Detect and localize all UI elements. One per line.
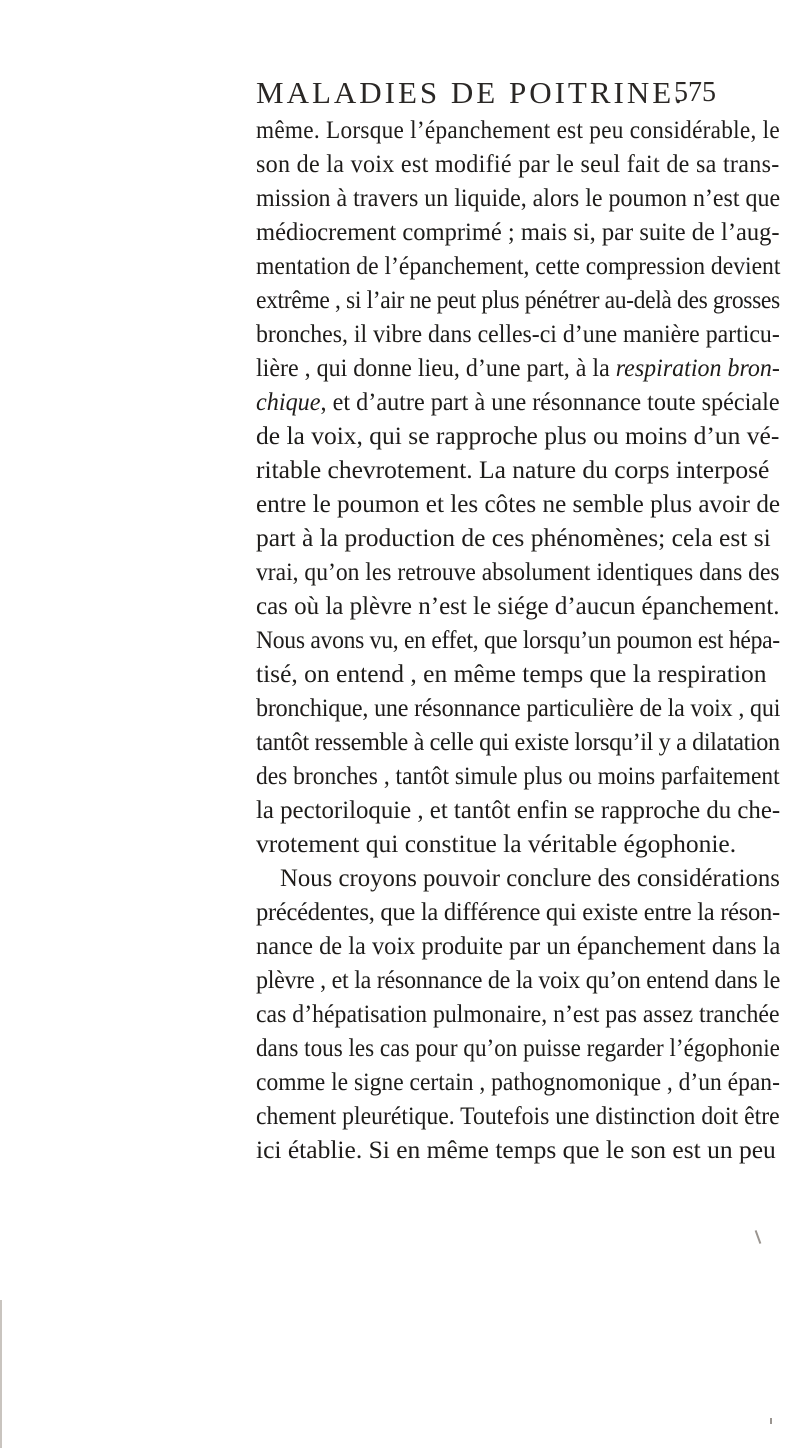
text-line: mentation de l’épanchement, cette compression devient <box>256 251 781 280</box>
text-line: ritable chevrotement. La nature du corps interposé <box>256 455 770 484</box>
text-line: cas d’hépatisation pulmonaire, n’est pas assez tranchée <box>256 999 780 1028</box>
text-line: chement pleurétique. Toutefois une distinction doit être <box>256 1101 780 1130</box>
text-line: vrotement qui constitue la véritable égophonie. <box>256 829 737 858</box>
page-number: 575 <box>674 77 716 108</box>
page-edge <box>0 1300 2 1448</box>
text-line: plèvre , et la résonnance de la voix qu’on entend dans le <box>256 965 781 994</box>
text-line <box>256 351 780 385</box>
text-line: dans tous les cas pour qu’on puisse regarder l’égophonie <box>256 1033 780 1062</box>
text-line: ici établie. Si en même temps que le son est un peu <box>256 1135 776 1164</box>
text-line: même. Lorsque l’épanchement est peu considérable, le <box>256 115 780 144</box>
text-line: la pectoriloquie , et tantôt enfin se rapproche du che- <box>256 795 781 824</box>
text-line: Nous avons vu, en effet, que lorsqu’un poumon est hépa- <box>256 625 780 654</box>
running-head <box>0 76 800 110</box>
paper-speck <box>755 1230 762 1244</box>
text-line: Nous croyons pouvoir conclure des considérations <box>280 863 780 892</box>
text-line: tantôt ressemble à celle qui existe lorsqu’il y a dilatation <box>256 727 780 756</box>
text-line <box>256 385 780 419</box>
text-line: vrai, qu’on les retrouve absolument identiques dans des <box>256 557 780 586</box>
text-line: bronchique, une résonnance particulière de la voix , qui <box>256 693 781 722</box>
text-line: comme le signe certain , pathognomonique , d’un épan- <box>256 1067 780 1096</box>
text-line: entre le poumon et les côtes ne semble plus avoir de <box>256 489 781 518</box>
text-line: tisé, on entend , en même temps que la respiration <box>256 659 767 688</box>
text-line-rest: , et d’autre part à une résonnance toute spéciale <box>320 387 780 416</box>
text-line: cas où la plèvre n’est le siége d’aucun épanchement. <box>256 591 780 620</box>
paper-speck <box>770 1418 772 1424</box>
text-line: son de la voix est modifié par le seul fait de sa trans- <box>256 149 780 178</box>
running-head-title: MALADIES DE POITRINE. <box>256 75 685 110</box>
text-line: mission à travers un liquide, alors le poumon n’est que <box>256 183 781 212</box>
text-line: extrême , si l’air ne peut plus pénétrer au-delà des grosses <box>256 285 780 314</box>
text-line: précédentes, que la différence qui existe entre la réson- <box>256 897 780 926</box>
text-line: des bronches , tantôt simule plus ou moins parfaitement <box>256 761 780 790</box>
text-line: de la voix, qui se rapproche plus ou moins d’un vé- <box>256 421 780 450</box>
italic-term: respiration bron- <box>615 353 780 382</box>
text-line: part à la production de ces phénomènes; cela est si <box>256 523 771 552</box>
text-line-start: lière , qui donne lieu, d’une part, à la <box>256 353 616 382</box>
italic-term: chique <box>256 387 321 416</box>
text-line: médiocrement comprimé ; mais si, par suite de l’aug- <box>256 217 780 246</box>
text-line: bronches, il vibre dans celles-ci d’une manière particu- <box>256 319 780 348</box>
text-line: nance de la voix produite par un épanchement dans la <box>256 931 781 960</box>
